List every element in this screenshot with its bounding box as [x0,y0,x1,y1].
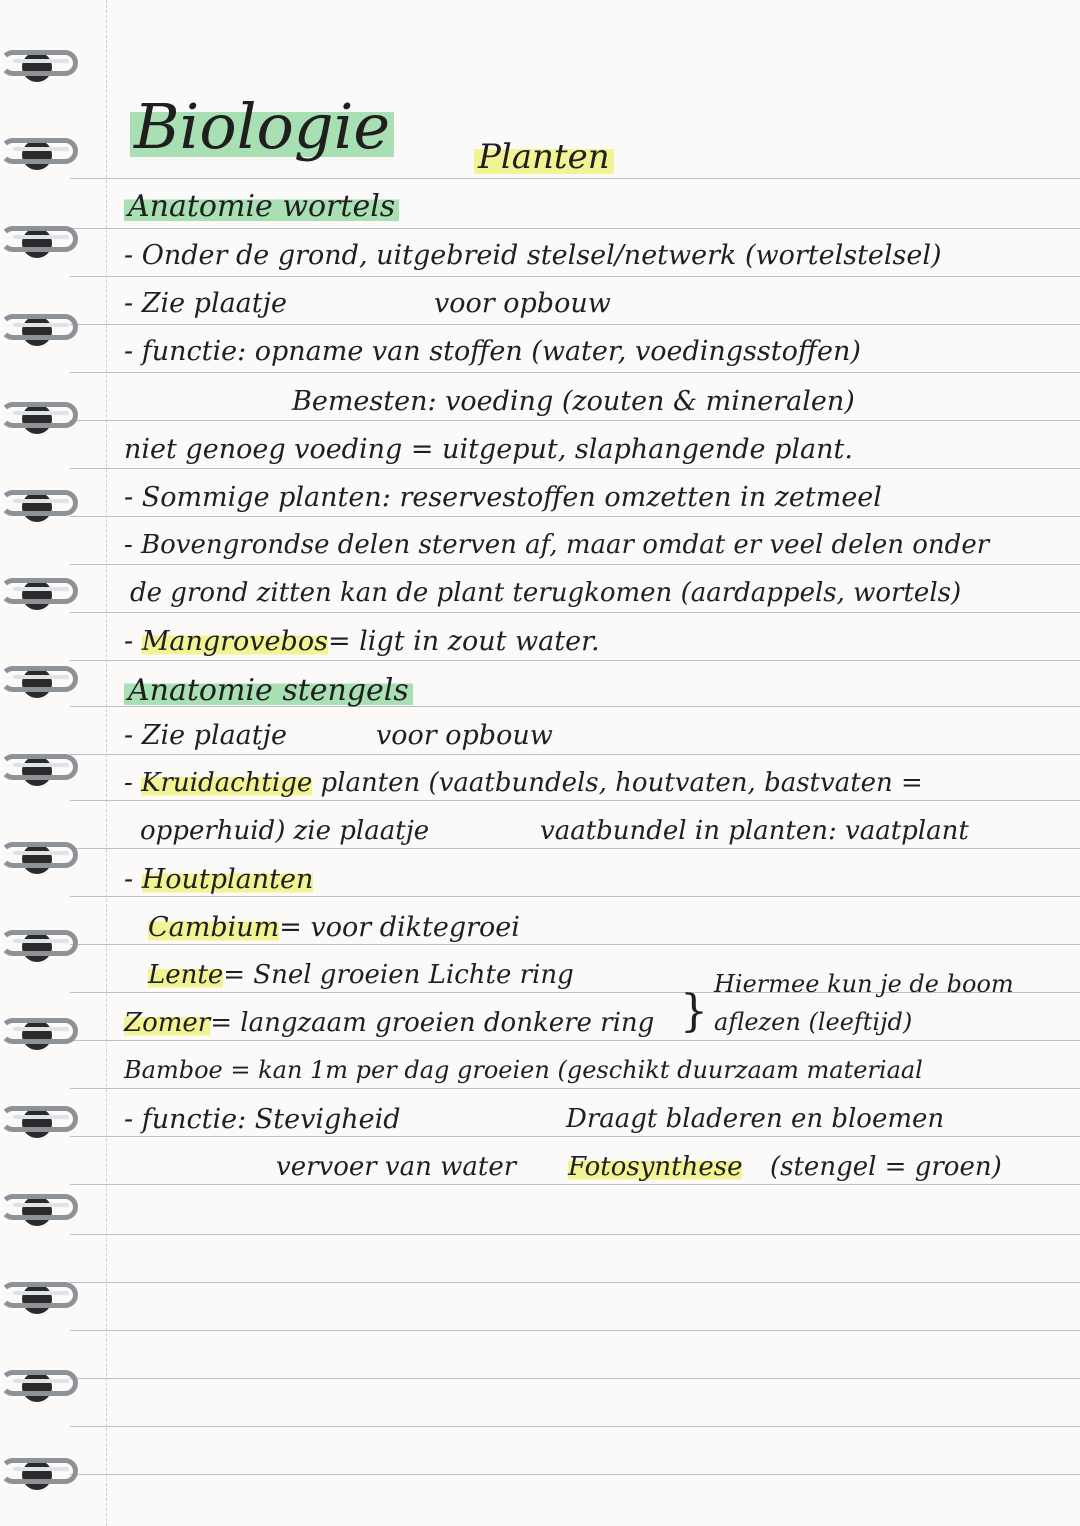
note-line: - Zie plaatje [124,720,287,751]
spiral-coil [0,1194,78,1220]
note-fragment: = voor diktegroei [279,912,520,943]
ruled-line [70,564,1080,565]
note-line: voor opbouw [376,720,553,751]
section-heading [124,189,399,224]
note-fragment: = ligt in zout water. [327,626,600,657]
note-line: - Zie plaatje [124,288,287,319]
note-line: opperhuid) zie plaatje [140,816,430,846]
ruled-line [70,1378,1080,1379]
note-line [148,962,574,988]
note-line: Hiermee kun je de boom [714,970,1014,998]
ruled-line [70,228,1080,229]
ruled-line [70,800,1080,801]
ruled-line [70,1426,1080,1427]
ruled-line [70,468,1080,469]
spiral-coil [0,226,78,252]
note-line [124,1010,654,1036]
ruled-line [70,1330,1080,1331]
note-line: Draagt bladeren en bloemen [566,1104,945,1134]
ruled-line [70,1282,1080,1283]
spiral-coil [0,50,78,76]
note-line: - functie: opname van stoffen (water, voedingsstoffen) [124,336,861,367]
note-line [124,770,923,796]
note-fragment: planten (vaatbundels, houtvaten, bastvaten = [312,768,923,798]
highlighted-term: Kruidachtige [141,768,313,798]
spiral-coil [0,1106,78,1132]
note-fragment: - [124,768,142,798]
ruled-line [70,178,1080,179]
page-title-text: Biologie [130,90,394,163]
ruled-line [70,420,1080,421]
note-line: vaatbundel in planten: vaatplant [540,816,969,846]
ruled-line [70,372,1080,373]
note-fragment: = langzaam groeien donkere ring [210,1008,655,1038]
spiral-coil [0,1458,78,1484]
ruled-line [70,276,1080,277]
ruled-line [70,660,1080,661]
page-title [130,90,394,163]
topic-label [474,137,614,177]
topic-text: Planten [474,137,614,177]
spiral-coil [0,578,78,604]
ruled-line [70,944,1080,945]
note-fragment: - [124,864,142,895]
note-line: (stengel = groen) [770,1152,1002,1182]
ruled-line [70,896,1080,897]
ruled-line [70,1136,1080,1137]
highlighted-term: Cambium [148,912,280,943]
note-line [568,1154,742,1180]
note-fragment: - [124,626,142,657]
spiral-coil [0,842,78,868]
ruled-line [70,848,1080,849]
ruled-line [70,612,1080,613]
highlighted-term: Lente [148,960,224,990]
spiral-coil [0,1018,78,1044]
note-line: Bamboe = kan 1m per dag groeien (geschikt duurzaam materiaal [124,1056,923,1084]
section-heading-text: Anatomie stengels [124,673,413,708]
note-line: vervoer van water [276,1152,517,1182]
note-line [148,914,520,941]
note-fragment: = Snel groeien Lichte ring [223,960,574,990]
ruled-line [70,1088,1080,1089]
spiral-coil [0,754,78,780]
spiral-coil [0,402,78,428]
spiral-coil [0,1370,78,1396]
ruled-line [70,754,1080,755]
note-line: de grond zitten kan de plant terugkomen (aardappels, wortels) [130,578,962,608]
spiral-coil [0,930,78,956]
ruled-line [70,1474,1080,1475]
note-line: voor opbouw [434,288,611,319]
ruled-line [70,1184,1080,1185]
spiral-coil [0,314,78,340]
spiral-coil [0,666,78,692]
section-heading [124,673,413,708]
spiral-coil [0,138,78,164]
highlighted-term: Fotosynthese [568,1152,743,1182]
ruled-line [70,324,1080,325]
ruled-line [70,516,1080,517]
highlighted-term: Zomer [124,1008,211,1038]
note-line [124,628,600,655]
note-line: Bemesten: voeding (zouten & mineralen) [292,386,855,417]
ruled-line [70,1234,1080,1235]
note-line: aflezen (leeftijd) [714,1008,913,1036]
note-line: - Onder de grond, uitgebreid stelsel/netwerk (wortelstelsel) [124,240,942,271]
note-line [124,866,313,893]
curly-brace: } [680,986,708,1037]
highlighted-term: Houtplanten [141,864,314,895]
note-line: - functie: Stevigheid [124,1104,401,1135]
spiral-coil [0,1282,78,1308]
note-line: - Bovengrondse delen sterven af, maar omdat er veel delen onder [124,530,990,560]
highlighted-term: Mangrovebos [141,626,328,657]
section-heading-text: Anatomie wortels [124,189,399,224]
note-line: - Sommige planten: reservestoffen omzetten in zetmeel [124,482,882,513]
spiral-coil [0,490,78,516]
ruled-line [70,1040,1080,1041]
note-line: niet genoeg voeding = uitgeput, slaphangende plant. [124,434,853,465]
